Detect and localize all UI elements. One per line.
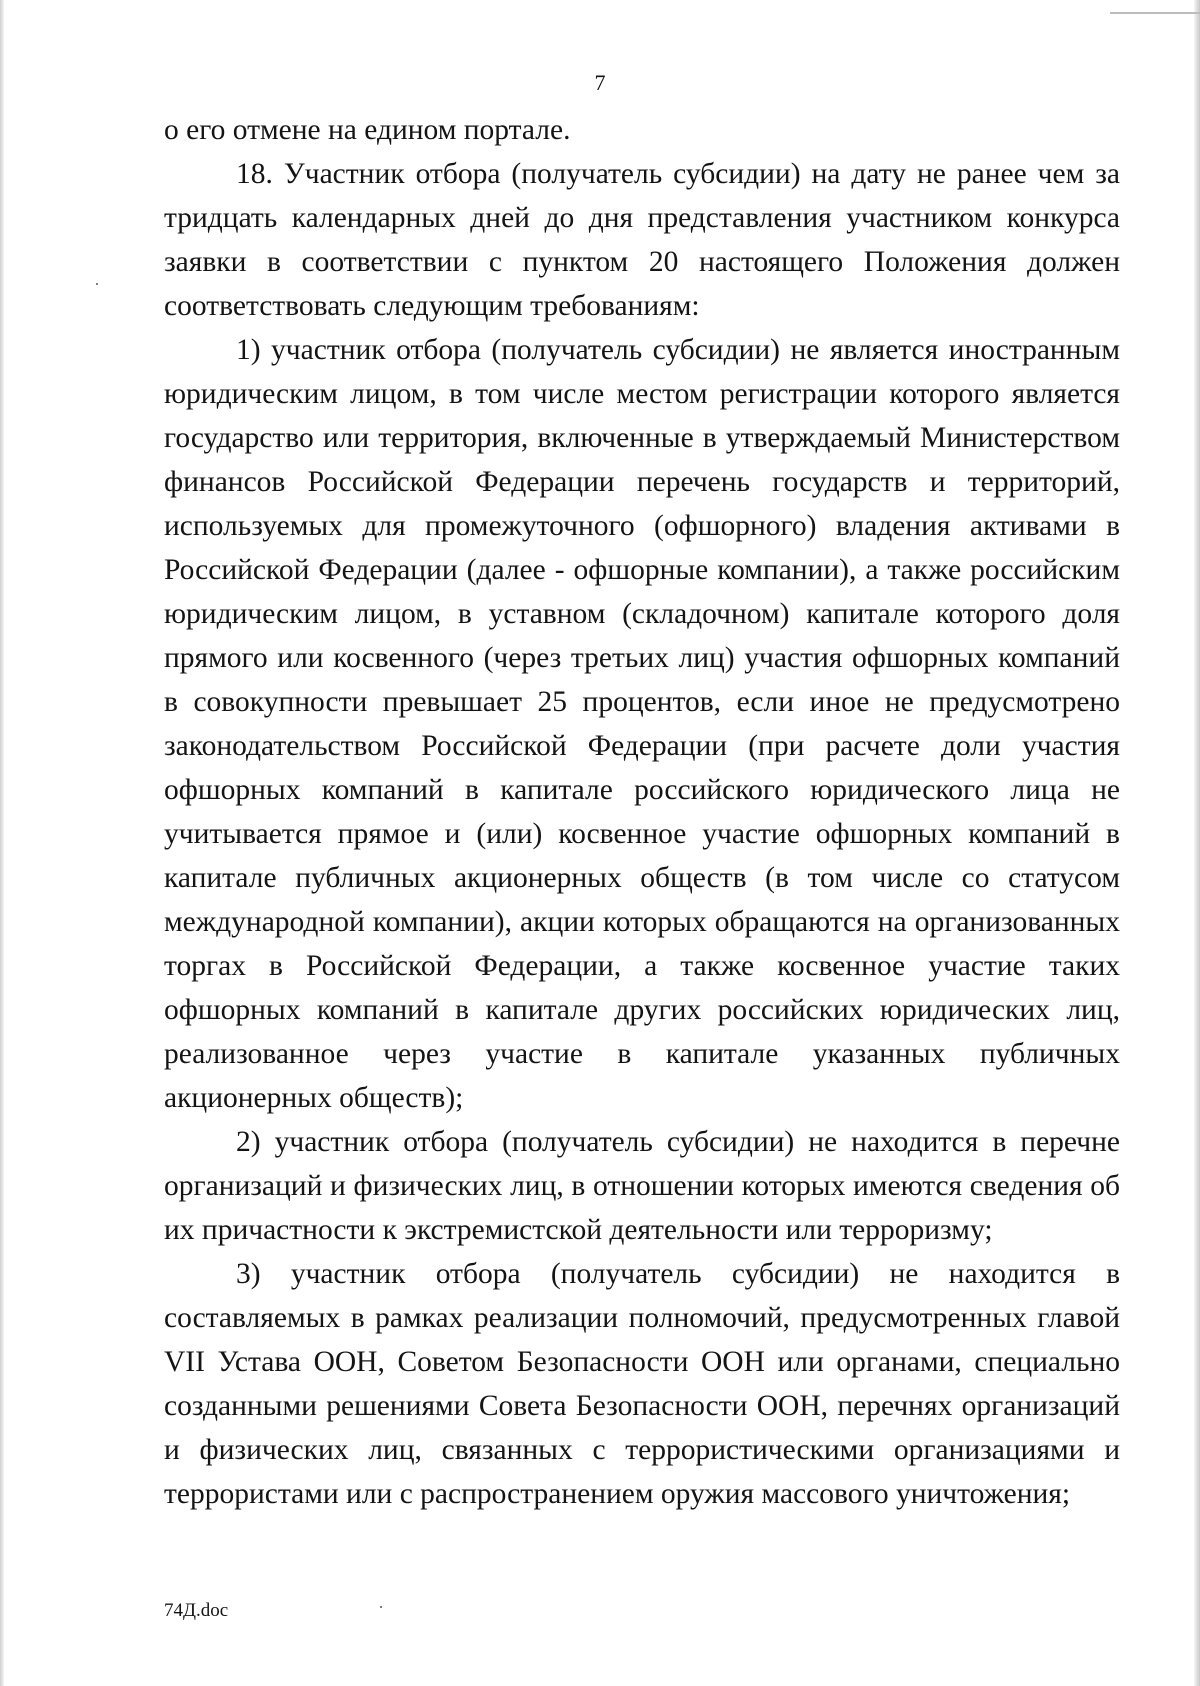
document-body (164, 108, 1120, 1516)
paragraph-item-18: 18. Участник отбора (получатель субсидии) на дату не ранее чем за тридцать календарных дней до дня представления участником конкурса заявки в соответствии с пунктом 20 настоящего Положения должен соответствовать следующим требованиям: (164, 158, 1120, 322)
paragraph-subitem-3: 3) участник отбора (получатель субсидии) не находится в составляемых в рамках реализации полномочий, предусмотренных главой VII Устава ООН, Советом Безопасности ООН или органами, специально созданными решениями Совета Безопасности ООН, перечнях организаций и физических лиц, связанных с террористическими организациями и террористами или с распространением оружия массового уничтожения; (164, 1258, 1120, 1510)
paragraph-continuation: о его отмене на едином портале. (164, 114, 571, 146)
paragraph-subitem-1: 1) участник отбора (получатель субсидии) не является иностранным юридическим лицом, в том числе местом регистрации которого является государство или территория, включенные в утверждаемый Министерством финансов Российской Федерации перечень государств и территорий, используемых для промежуточного (офшорного) владения активами в Российской Федерации (далее - офшорные компании), а также российским юридическим лицом, в уставном (складочном) капитале которого доля прямого или косвенного (через третьих лиц) участия офшорных компаний в совокупности превышает 25 процентов, если иное не предусмотрено законодательством Российской Федерации (при расчете доли участия офшорных компаний в капитале российского юридического лица не учитывается прямое и (или) косвенное участие офшорных компаний в капитале публичных акционерных обществ (в том числе со статусом международной компании), акции которых обращаются на организованных торгах в Российской Федерации, а также косвенное участие таких офшорных компаний в капитале других российских юридических лиц, реализованное через участие в капитале указанных публичных акционерных обществ); (164, 334, 1120, 1114)
scan-artifact-line (1110, 12, 1200, 14)
scan-speck (96, 283, 98, 285)
scan-speck (380, 1606, 382, 1608)
page-number: 7 (594, 70, 606, 95)
scan-edge-left (0, 0, 4, 1686)
footer-filename: 74Д.doc (164, 1600, 229, 1621)
scan-edge-right (1194, 0, 1200, 1686)
paragraph-subitem-2: 2) участник отбора (получатель субсидии) не находится в перечне организаций и физических лиц, в отношении которых имеются сведения об их причастности к экстремистской деятельности или терроризму; (164, 1126, 1120, 1246)
